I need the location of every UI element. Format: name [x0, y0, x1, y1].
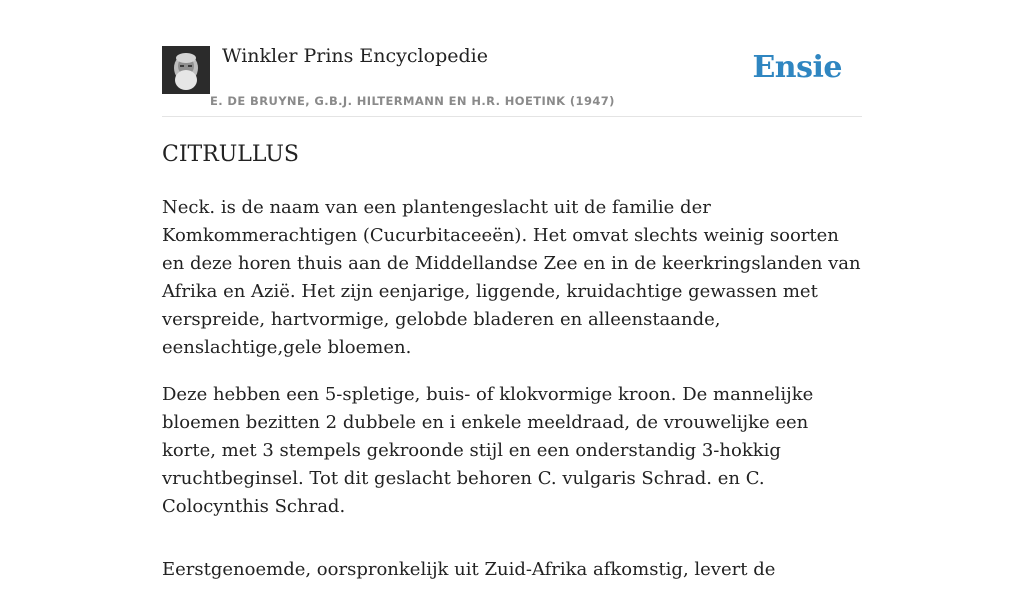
header [162, 0, 862, 117]
article-title: CITRULLUS [162, 142, 299, 167]
article-paragraph: Neck. is de naam van een plantengeslacht uit de familie der Komkommerachtigen (Cucurbitaceeën). Het omvat slechts weinig soorten en deze horen thuis aan de Middellandse Zee en in de keerkringslanden van Afrika en Azië. Het zijn eenjarige, liggende, kruidachtige gewassen met verspreide, hartvormige, gelobde bladeren en alleenstaande, eenslachtige,gele bloemen. [162, 197, 861, 358]
article-paragraph: Deze hebben een 5-spletige, buis- of klokvormige kroon. De mannelijke bloemen bezitten 2 dubbele en i enkele meeldraad, de vrouwelijke een korte, met 3 stempels gekroonde stijl en een onderstandig 3-hokkig vruchtbeginsel. Tot dit geslacht behoren C. vulgaris Schrad. en C. Colocynthis Schrad. [162, 384, 814, 517]
article [162, 138, 864, 603]
portrait-photo-icon [162, 46, 210, 94]
author-credits: E. DE BRUYNE, G.B.J. HILTERMANN EN H.R. HOETINK (1947) [210, 94, 615, 108]
brand-logo[interactable]: Ensie [752, 50, 842, 85]
publication-title[interactable]: Winkler Prins Encyclopedie [222, 45, 488, 67]
author-avatar[interactable] [162, 46, 210, 94]
article-paragraph: Eerstgenoemde, oorspronkelijk uit Zuid-Afrika afkomstig, levert de [162, 559, 776, 580]
